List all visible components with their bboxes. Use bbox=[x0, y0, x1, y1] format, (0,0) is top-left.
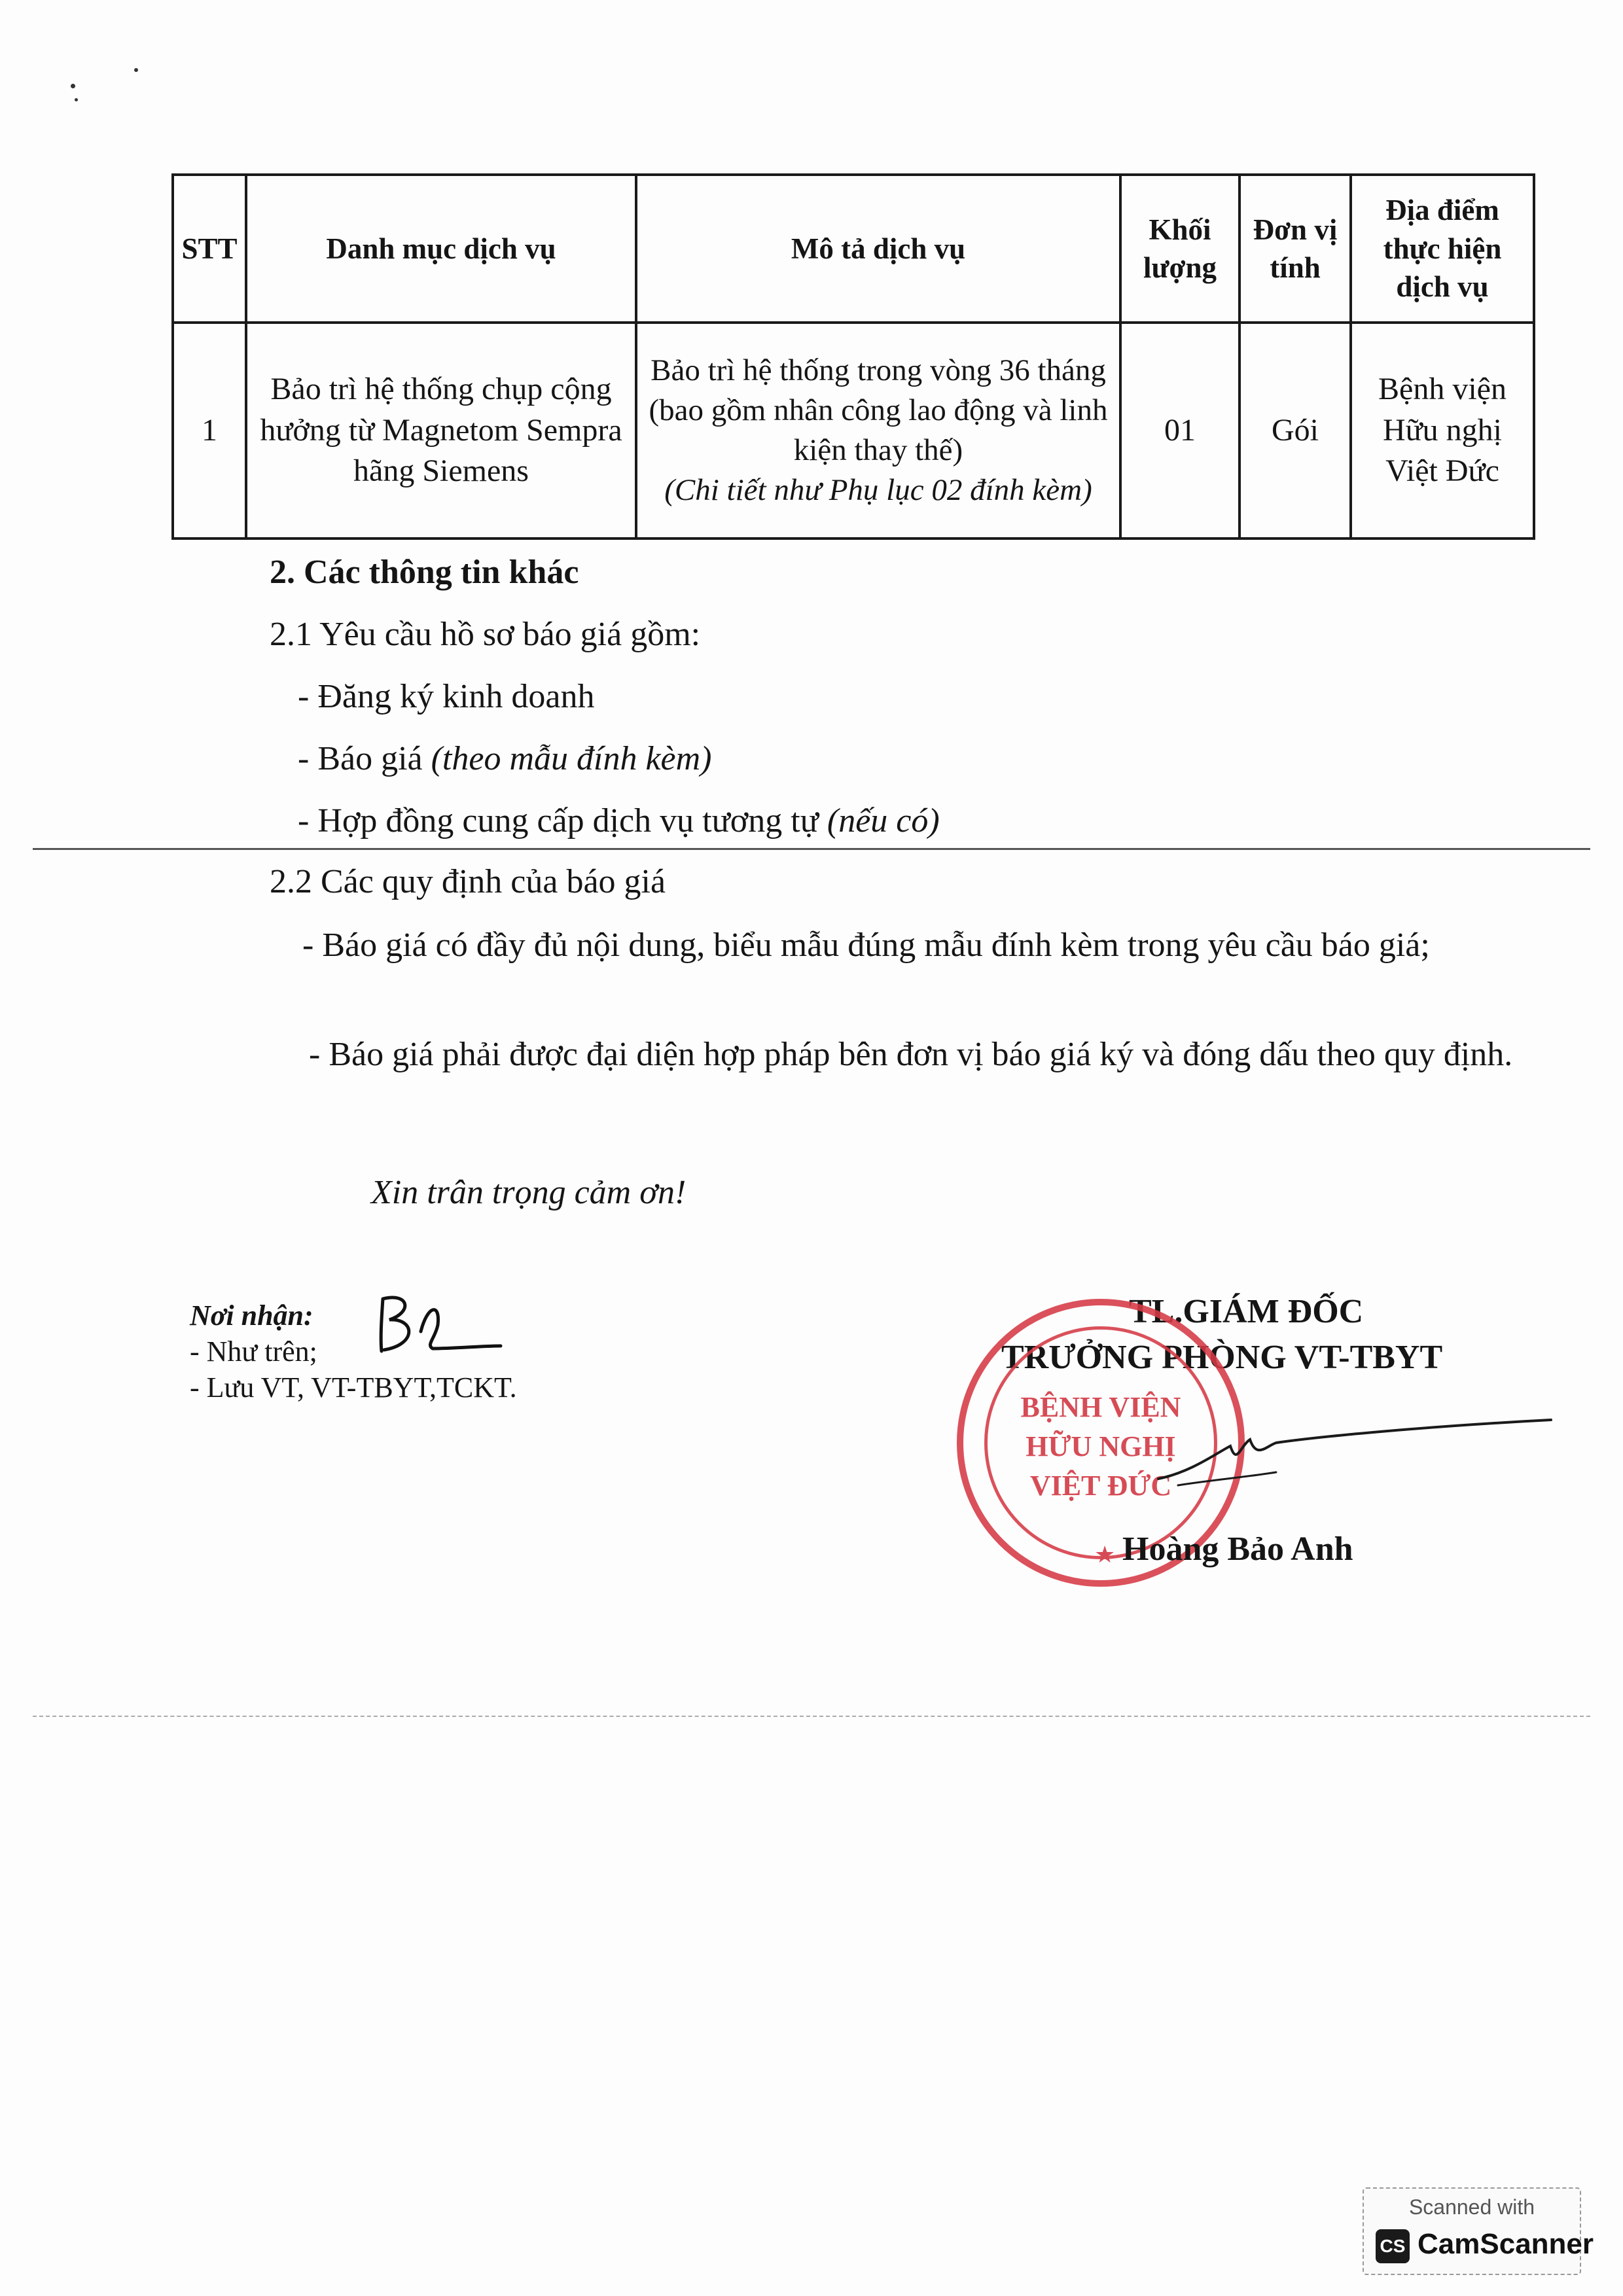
scan-speck bbox=[134, 68, 138, 72]
header-stt: STT bbox=[173, 175, 246, 323]
stamp-line: HỮU NGHỊ bbox=[1026, 1430, 1176, 1462]
stamp-line: BỆNH VIỆN bbox=[1020, 1391, 1181, 1423]
recipients-label: Nơi nhận: bbox=[190, 1299, 313, 1332]
watermark-top-text: Scanned with bbox=[1408, 2195, 1535, 2219]
handwritten-signature-icon bbox=[1152, 1407, 1558, 1498]
initials-signature-icon bbox=[370, 1286, 507, 1358]
closing-text: Xin trân trọng cảm ơn! bbox=[371, 1174, 687, 1211]
cell-category: Bảo trì hệ thống chụp cộng hưởng từ Magnetom Sempra hãng Siemens bbox=[246, 323, 636, 539]
scan-speck bbox=[71, 84, 75, 88]
subsection-heading-2-2: 2.2 Các quy định của báo giá bbox=[270, 863, 666, 900]
recipient-item: - Lưu VT, VT-TBYT,TCKT. bbox=[190, 1371, 517, 1404]
regulation-paragraph: - Báo giá có đầy đủ nội dung, biểu mẫu đúng mẫu đính kèm trong yêu cầu báo giá; bbox=[302, 927, 1430, 964]
regulation-paragraph: - Báo giá phải được đại diện hợp pháp bên đơn vị báo giá ký và đóng dấu theo quy định. bbox=[309, 1036, 1513, 1073]
cell-description bbox=[636, 323, 1120, 539]
cell-unit: Gói bbox=[1240, 323, 1351, 539]
table-row bbox=[173, 323, 1534, 539]
recipient-item: - Như trên; bbox=[190, 1335, 317, 1368]
header-unit: Đơn vị tính bbox=[1240, 175, 1351, 323]
table-header-row bbox=[173, 175, 1534, 323]
section-heading: 2. Các thông tin khác bbox=[270, 554, 579, 591]
scan-fold-line bbox=[33, 1716, 1590, 1717]
cell-quantity: 01 bbox=[1120, 323, 1240, 539]
services-table bbox=[171, 173, 1535, 540]
description-text: Bảo trì hệ thống trong vòng 36 tháng (bao gồm nhân công lao động và linh kiện thay thế) bbox=[649, 353, 1108, 467]
header-description: Mô tả dịch vụ bbox=[636, 175, 1120, 323]
signature-title-1: TL.GIÁM ĐỐC bbox=[1129, 1293, 1364, 1330]
watermark-brand: CamScanner bbox=[1418, 2228, 1594, 2260]
stamp-line: VIỆT ĐỨC bbox=[1029, 1470, 1172, 1502]
subsection-heading-2-1: 2.1 Yêu cầu hồ sơ báo giá gồm: bbox=[270, 616, 701, 653]
requirement-item: - Đăng ký kinh doanh bbox=[298, 678, 595, 715]
description-note: (Chi tiết như Phụ lục 02 đính kèm) bbox=[664, 473, 1092, 508]
scan-fold-line bbox=[33, 848, 1590, 850]
requirement-item: - Báo giá (theo mẫu đính kèm) bbox=[298, 740, 712, 777]
signer-name: Hoàng Bảo Anh bbox=[1122, 1530, 1353, 1568]
cell-location: Bệnh viện Hữu nghị Việt Đức bbox=[1351, 323, 1534, 539]
stamp-star-icon: ★ bbox=[1094, 1542, 1116, 1568]
header-quantity: Khối lượng bbox=[1120, 175, 1240, 323]
header-location: Địa điểm thực hiện dịch vụ bbox=[1351, 175, 1534, 323]
scan-speck bbox=[75, 98, 78, 101]
camscanner-watermark bbox=[1363, 2187, 1594, 2275]
cell-stt: 1 bbox=[173, 323, 246, 539]
requirement-item: - Hợp đồng cung cấp dịch vụ tương tự (nếu có) bbox=[298, 802, 940, 839]
header-category: Danh mục dịch vụ bbox=[246, 175, 636, 323]
camscanner-logo-icon: CS bbox=[1376, 2229, 1410, 2263]
signature-title-2: TRƯỞNG PHÒNG VT-TBYT bbox=[1001, 1339, 1443, 1376]
